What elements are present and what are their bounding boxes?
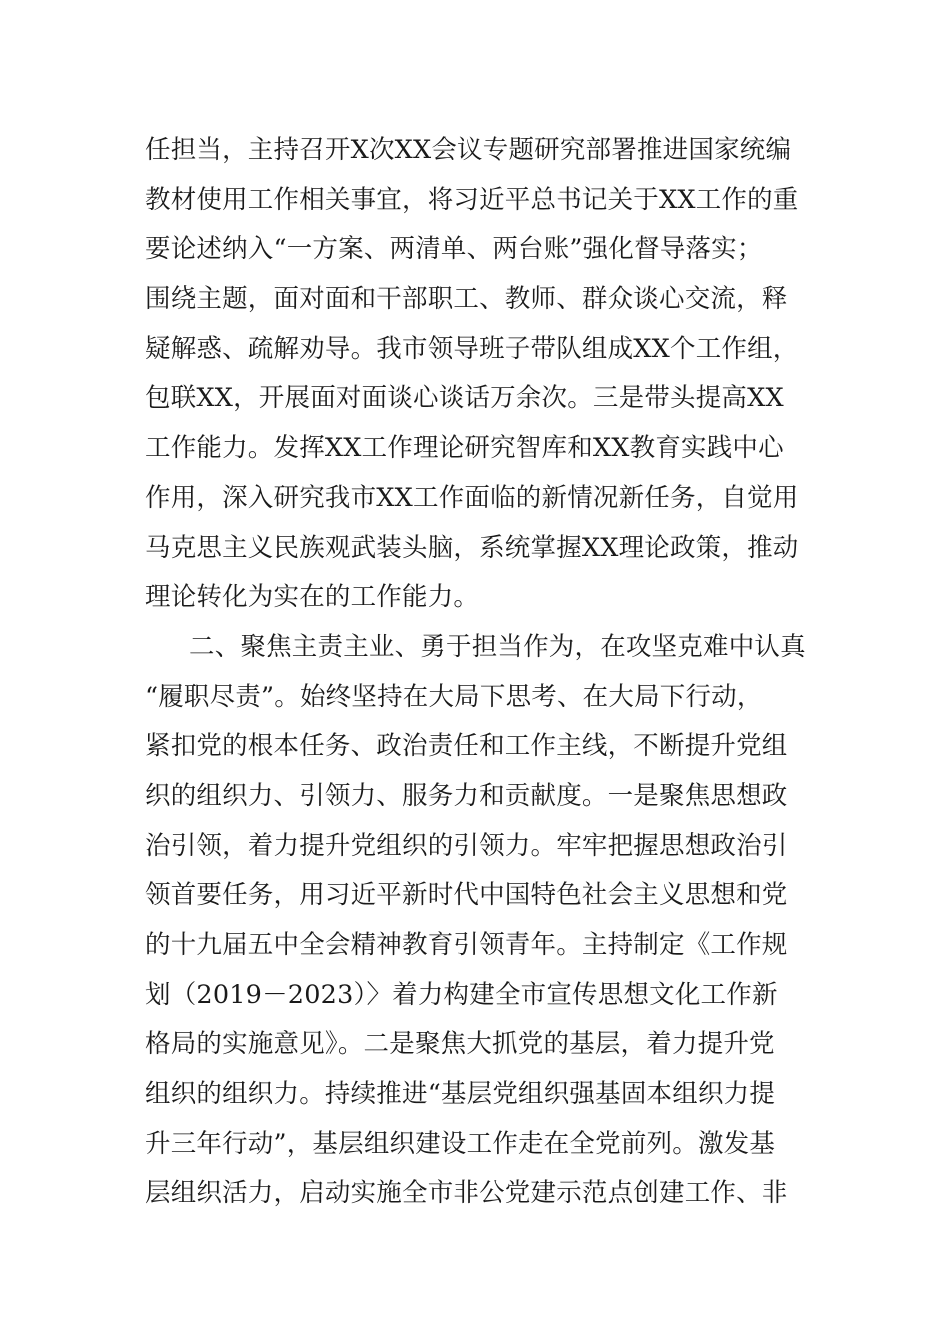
text-line: 领首要任务，用习近平新时代中国特色社会主义思想和党 [145,880,788,911]
text-line: 层组织活力，启动实施全市非公党建示范点创建工作、非 [145,1178,788,1209]
text-line: 教材使用工作相关事宜，将习近平总书记关于XX工作的重 [145,184,799,215]
text-line: 的十九届五中全会精神教育引领青年。主持制定《工作规 [145,930,788,960]
text-line: 作用，深入研究我市XX工作面临的新情况新任务，自觉用 [145,482,799,513]
text-line: 工作能力。发挥XX工作理论研究智库和XX教育实践中心 [145,433,784,464]
text-line: 疑解惑、疏解劝导。我市领导班子带队组成XX个工作组， [145,333,799,364]
text-line: 格局的实施意见》。二是聚焦大抓党的基层，着力提升党 [145,1029,775,1060]
text-line: 围绕主题，面对面和干部职工、教师、群众谈心交流，释 [145,284,788,315]
text-line: 包联XX，开展面对面谈心谈话万余次。三是带头提高XX [145,383,784,414]
text-line: 马克思主义民族观武装头脑，系统掌握XX理论政策，推动 [145,532,799,563]
text-line: 治引领，着力提升党组织的引领力。牢牢把握思想政治引 [145,830,788,861]
text-line: 要论述纳入“一方案、两清单、两台账”强化督导落实； [145,234,763,265]
section-heading-line: 二、聚焦主责主业、勇于担当作为，在攻坚克难中认真 [189,631,806,662]
text-line: “履职尽责”。始终坚持在大局下思考、在大局下行动， [145,681,763,712]
text-line: 紧扣党的根本任务、政治责任和工作主线，不断提升党组 [145,731,788,762]
text-line: 织的组织力、引领力、服务力和贡献度。一是聚焦思想政 [145,780,788,811]
text-line: 升三年行动”，基层组织建设工作走在全党前列。激发基 [145,1128,776,1159]
text-line: 划（2019－2023）〉着力构建全市宣传思想文化工作新 [145,979,778,1010]
text-line: 组织的组织力。持续推进“基层党组织强基固本组织力提 [145,1079,776,1110]
text-line: 任担当，主持召开X次XX会议专题研究部署推进国家统编 [145,135,792,165]
text-line: 理论转化为实在的工作能力。 [145,582,480,613]
body-text [145,126,810,1219]
